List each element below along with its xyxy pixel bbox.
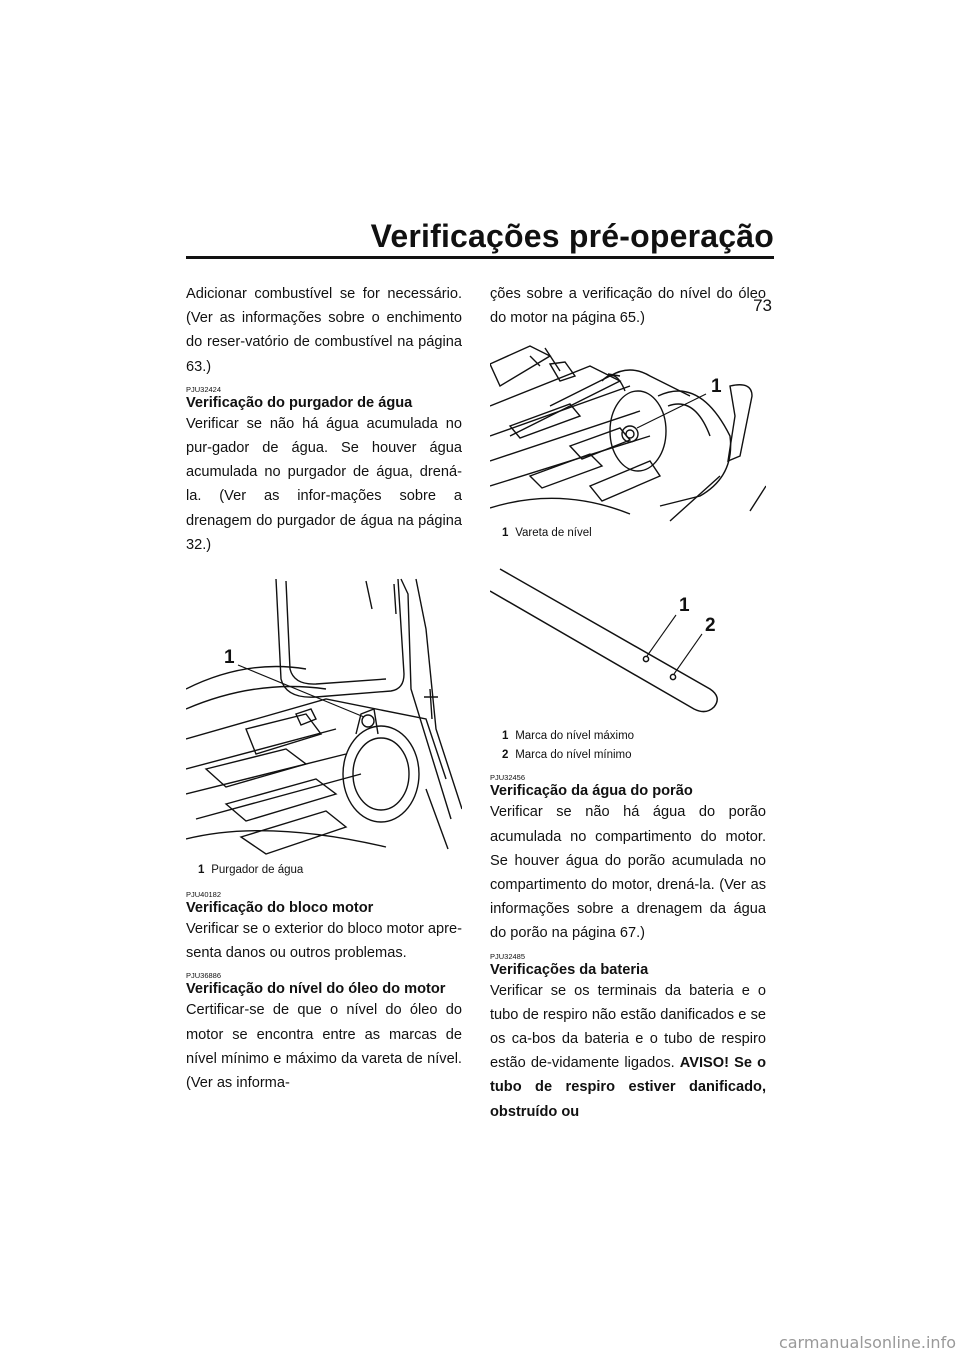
caption-text: Vareta de nível xyxy=(515,527,592,540)
caption-number: 1 xyxy=(198,864,205,877)
caption-number: 2 xyxy=(502,749,509,762)
section-code: PJU40182 xyxy=(186,890,222,900)
figure-dipstick-marks xyxy=(490,549,766,765)
watermark: carmanualsonline.info xyxy=(778,1333,956,1352)
section-text-water-drain: Verificar se não há água acumulada no pur-gador de água. Se houver água acumulada no purgador de água, drená-la. (Ver as infor-mações sobre a drenagem do purgador de água na página 32.) xyxy=(186,415,462,553)
section-code: PJU32456 xyxy=(490,773,526,783)
page-title: Verificações pré-operação xyxy=(370,218,774,254)
section-text-oil-level: Certificar-se de que o nível do óleo do motor se encontra entre as marcas de nível mínimo e máximo da vareta de nível. (Ver as informa- xyxy=(186,1002,462,1092)
section-title-oil-level: Verificação do nível do óleo do motor xyxy=(186,981,446,998)
section-code: PJU36886 xyxy=(186,971,222,981)
section-title-water-drain: Verificação do purgador de água xyxy=(186,394,413,411)
left-column xyxy=(186,282,462,1095)
section-code: PJU32424 xyxy=(186,384,222,394)
caption-text: Purgador de água xyxy=(211,864,304,877)
section-text-battery xyxy=(490,979,766,1124)
section-code: PJU32485 xyxy=(490,951,526,961)
battery-warning-text: AVISO! Se o tubo de respiro estiver danificado, obstruído ou xyxy=(490,1055,766,1120)
figure2-callout: 1 xyxy=(711,376,722,398)
figure1-callout: 1 xyxy=(224,647,235,669)
right-column xyxy=(490,282,766,1124)
section-text-bilge-water: Verificar se não há água do porão acumulada no compartimento do motor. Se houver água do porão acumulada no compartimento do motor, drená-la. (Ver as informações sobre a drenagem da água do porão na página 67.) xyxy=(490,804,766,942)
figure3-callout-2: 2 xyxy=(705,615,716,637)
dipstick-location-illustration xyxy=(490,336,766,522)
figure-water-drain xyxy=(186,569,462,880)
dipstick-illustration xyxy=(490,549,766,725)
battery-text: Verificar se os terminais da bateria e o tubo de respiro não estão danificados e se os ca-bos da bateria e o tubo de respiro estão de-vidamente ligados. xyxy=(490,982,766,1072)
figure-dipstick-location xyxy=(490,336,766,543)
section-text-engine-block: Verificar se o exterior do bloco motor apre-senta danos ou outros problemas. xyxy=(186,921,462,962)
figure1-caption xyxy=(198,861,462,880)
figure2-caption xyxy=(502,524,766,543)
caption-number: 1 xyxy=(502,730,509,743)
caption-number: 1 xyxy=(502,527,509,540)
caption-text: Marca do nível mínimo xyxy=(515,749,632,762)
section-title-bilge-water: Verificação da água do porão xyxy=(490,783,693,800)
section-title-engine-block: Verificação do bloco motor xyxy=(186,900,374,917)
figure3-caption-1 xyxy=(502,727,766,746)
water-drain-illustration xyxy=(186,569,462,859)
intro-text-continued: ções sobre a verificação do nível do óleo do motor na página 65.) xyxy=(490,286,766,327)
caption-text: Marca do nível máximo xyxy=(515,730,635,743)
figure3-caption-2 xyxy=(502,746,766,765)
page-number: 73 xyxy=(753,296,772,315)
header-rule xyxy=(186,256,774,259)
intro-text: Adicionar combustível se for necessário. (Ver as informações sobre o enchimento do reser-vatório de combustível na página 63.) xyxy=(186,286,462,375)
section-title-battery: Verificações da bateria xyxy=(490,961,649,978)
figure3-callout-1: 1 xyxy=(679,595,690,617)
